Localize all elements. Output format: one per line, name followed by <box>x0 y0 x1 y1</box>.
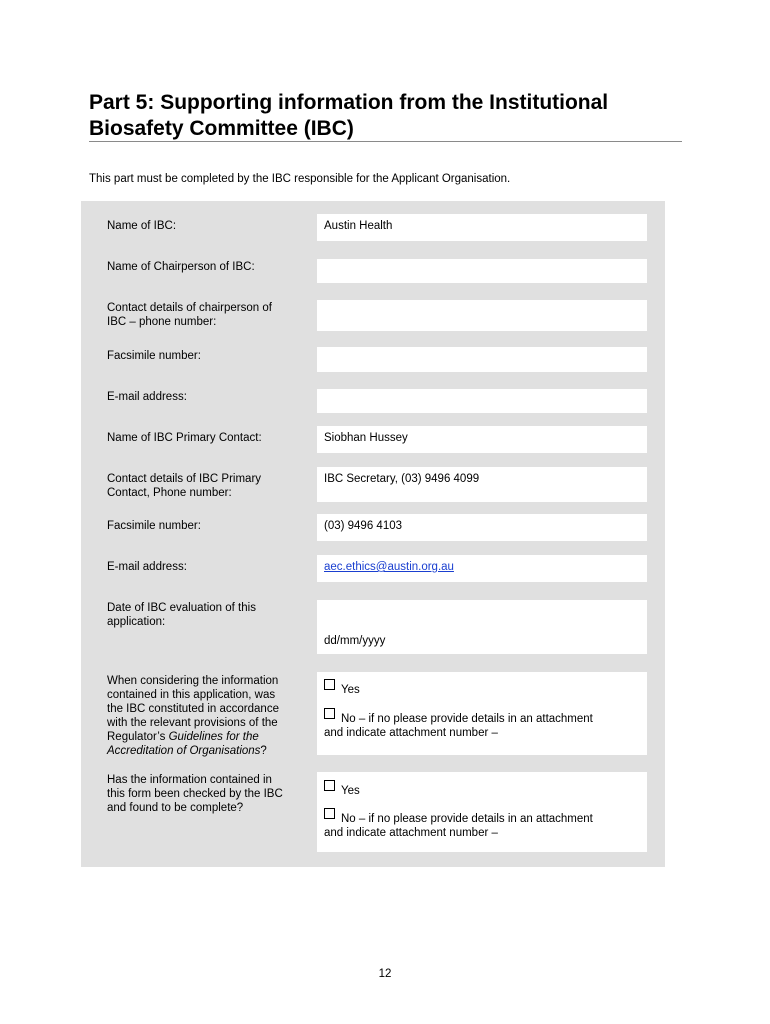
intro-text: This part must be completed by the IBC responsible for the Applicant Organisation. <box>89 173 511 185</box>
constituted-yes-option[interactable] <box>324 678 641 696</box>
constituted-label-line-4: with the relevant provisions of the <box>107 717 278 729</box>
chair-fax-field[interactable] <box>317 347 647 372</box>
guidelines-title-part-2: Accreditation of Organisations <box>107 745 261 757</box>
page-title <box>89 90 689 142</box>
title-line-2: Biosafety Committee (IBC) <box>89 117 354 140</box>
checked-no-label-line-2: and indicate attachment number – <box>324 827 498 839</box>
ibc-name-value: Austin Health <box>324 220 393 232</box>
eval-date-field[interactable] <box>317 600 647 654</box>
chair-name-label: Name of Chairperson of IBC: <box>107 261 255 273</box>
primary-email-link[interactable]: aec.ethics@austin.org.au <box>324 561 454 573</box>
constituted-yes-checkbox[interactable] <box>324 679 335 690</box>
primary-email-label: E-mail address: <box>107 561 187 573</box>
page-number: 12 <box>378 968 392 980</box>
title-line-1: Part 5: Supporting information from the Institutional <box>89 91 609 114</box>
constituted-label-line-1: When considering the information <box>107 675 279 687</box>
eval-date-label-line-1: Date of IBC evaluation of this <box>107 602 256 614</box>
chair-fax-label: Facsimile number: <box>107 350 201 362</box>
title-divider <box>89 141 682 142</box>
chair-phone-field[interactable] <box>317 300 647 331</box>
eval-date-value: dd/mm/yyyy <box>324 635 386 647</box>
guidelines-title-part-1: Guidelines for the <box>168 731 259 743</box>
checked-label-line-1: Has the information contained in <box>107 774 272 786</box>
constituted-no-label-line-1: No – if no please provide details in an attachment <box>341 713 593 725</box>
chair-email-field[interactable] <box>317 389 647 413</box>
primary-phone-field[interactable] <box>317 467 647 502</box>
chair-name-field[interactable] <box>317 259 647 283</box>
constituted-answer-field <box>317 672 647 755</box>
constituted-question-label <box>107 674 315 758</box>
ibc-name-field[interactable] <box>317 214 647 241</box>
chair-email-label: E-mail address: <box>107 391 187 403</box>
primary-phone-label-line-2: Contact, Phone number: <box>107 487 232 499</box>
primary-contact-label: Name of IBC Primary Contact: <box>107 432 262 444</box>
chair-phone-label <box>107 301 312 329</box>
checked-yes-checkbox[interactable] <box>324 780 335 791</box>
constituted-no-option[interactable] <box>324 707 641 739</box>
checked-yes-label: Yes <box>341 785 360 797</box>
checked-label-line-2: this form been checked by the IBC <box>107 788 283 800</box>
primary-fax-field[interactable] <box>317 514 647 541</box>
primary-phone-label-line-1: Contact details of IBC Primary <box>107 473 262 485</box>
checked-no-option[interactable] <box>324 807 641 839</box>
primary-fax-value: (03) 9496 4103 <box>324 520 403 532</box>
primary-phone-label <box>107 472 312 500</box>
primary-email-field[interactable] <box>317 555 647 582</box>
chair-phone-label-line-1: Contact details of chairperson of <box>107 302 272 314</box>
constituted-label-line-2: contained in this application, was <box>107 689 276 701</box>
checked-label-line-3: and found to be complete? <box>107 802 244 814</box>
checked-no-label-line-1: No – if no please provide details in an attachment <box>341 813 593 825</box>
constituted-label-line-3: the IBC constituted in accordance <box>107 703 279 715</box>
eval-date-label <box>107 601 312 629</box>
checked-no-checkbox[interactable] <box>324 808 335 819</box>
checked-question-label <box>107 773 315 815</box>
eval-date-label-line-2: application: <box>107 616 166 628</box>
primary-contact-field[interactable] <box>317 426 647 453</box>
constituted-label-line-5-prefix: Regulator’s <box>107 731 169 743</box>
checked-answer-field <box>317 772 647 852</box>
primary-phone-value: IBC Secretary, (03) 9496 4099 <box>324 473 480 485</box>
constituted-no-label-line-2: and indicate attachment number – <box>324 727 498 739</box>
primary-contact-value: Siobhan Hussey <box>324 432 408 444</box>
chair-phone-label-line-2: IBC – phone number: <box>107 316 217 328</box>
primary-fax-label: Facsimile number: <box>107 520 201 532</box>
constituted-yes-label: Yes <box>341 684 360 696</box>
constituted-label-question-mark: ? <box>260 745 267 757</box>
checked-yes-option[interactable] <box>324 779 641 797</box>
constituted-no-checkbox[interactable] <box>324 708 335 719</box>
ibc-name-label: Name of IBC: <box>107 220 177 232</box>
